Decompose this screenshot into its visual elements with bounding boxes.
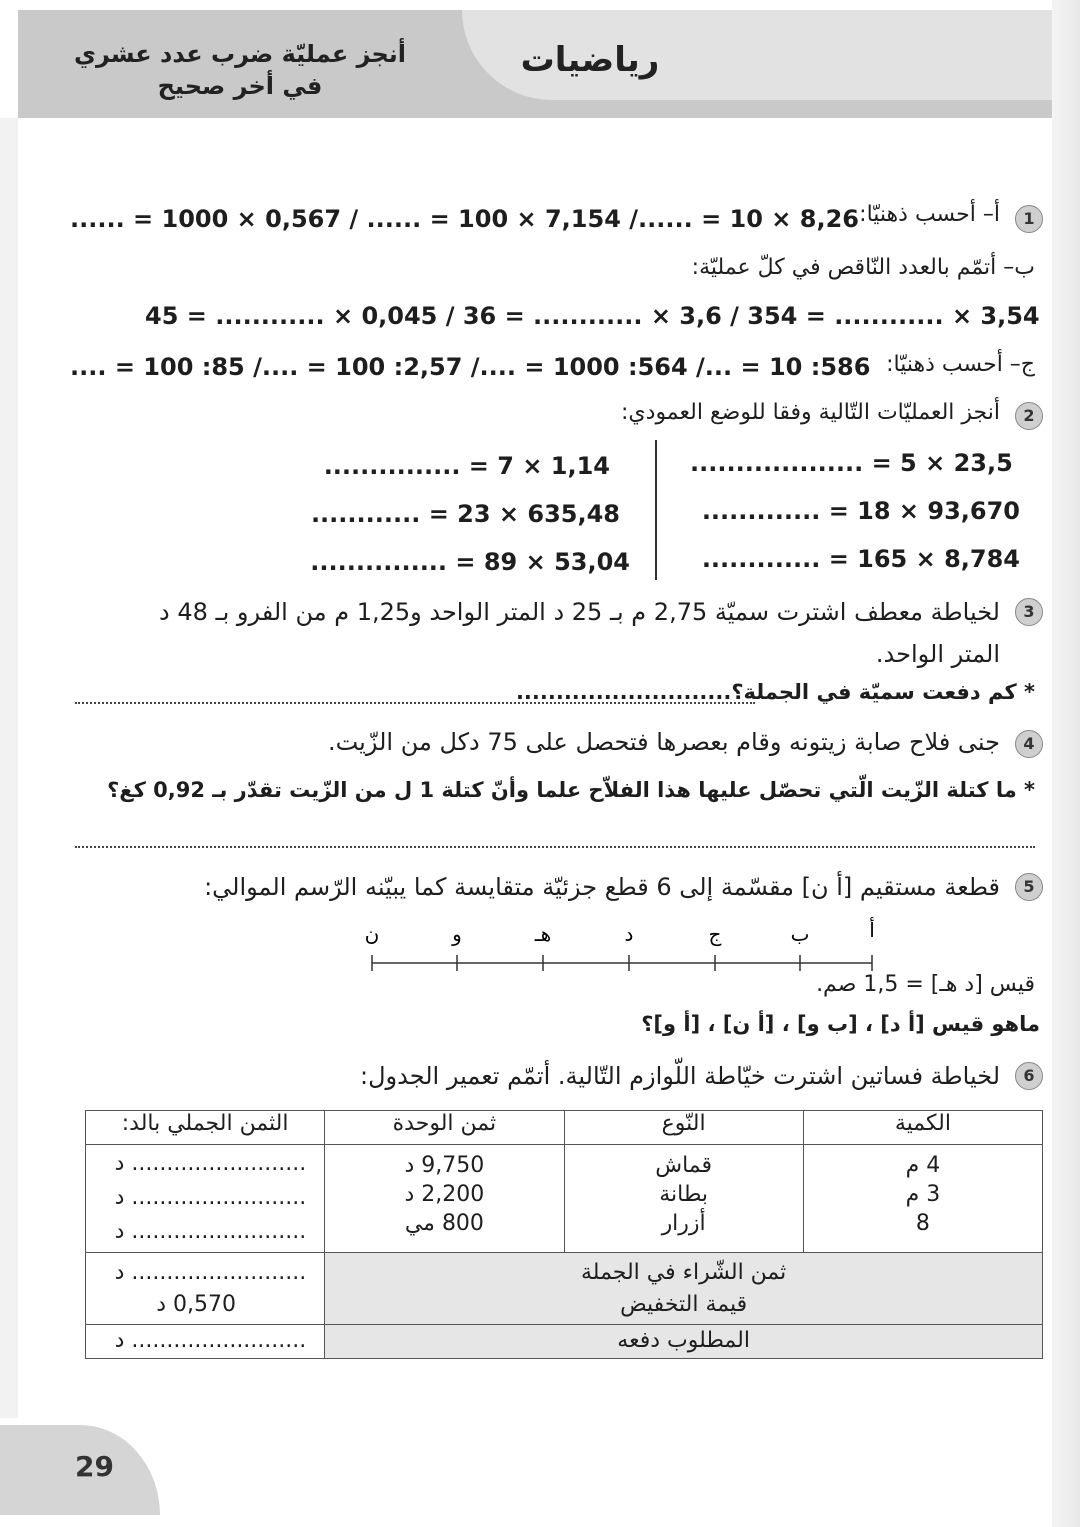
segment-diagram <box>360 915 890 975</box>
ex2-left-1: ............... = 7 × 1,14 <box>323 452 610 480</box>
ex2-left-2: ............ = 23 × 635,48 <box>310 500 620 528</box>
exercise-5-number: 5 <box>1015 873 1043 901</box>
ex6-line1: لخياطة فساتين اشترت خيّاطة اللّوازم التّالية. أتمّم تعمير الجدول: <box>360 1062 1000 1090</box>
ex4-question: * ما كتلة الزّيت الّتي تحصّل عليها هذا الفلاّح علما وأنّ كتلة 1 ل من الزّيت تقدّر بـ 0,92 كغ؟ <box>107 778 1035 802</box>
qty-value: 3 م <box>905 1182 941 1207</box>
ex2-left-3: ............... = 89 × 53,04 <box>310 548 630 576</box>
ex1-b-label: ب– أتمّم بالعدد النّاقص في كلّ عمليّة: <box>691 255 1035 280</box>
summary-total-cell <box>86 1253 325 1325</box>
ex4-answer-line <box>75 846 1035 848</box>
total-value: ......................... د <box>114 1219 307 1244</box>
lesson-title-line2: في أخر صحيح <box>157 72 323 100</box>
exercise-1-number: 1 <box>1015 205 1043 233</box>
subject-title: رياضيات <box>520 40 660 80</box>
header-type: النّوع <box>564 1111 803 1145</box>
due-total-cell: ......................... د <box>86 1325 325 1359</box>
ex2-right-1: ................... = 5 × 23,5 <box>690 449 1013 477</box>
ex2-right-2: ............. = 18 × 93,670 <box>701 497 1020 525</box>
point-label-d: د <box>624 922 634 946</box>
exercise-2-number: 2 <box>1015 402 1043 430</box>
lesson-title <box>70 38 410 102</box>
header-unit-price: ثمن الوحدة <box>325 1111 564 1145</box>
ex4-line1: جنى فلاح صابة زيتونه وقام بعصرها فتحصل على 75 دكل من الزّيت. <box>327 728 1000 756</box>
purchase-table <box>85 1110 1043 1359</box>
summary-label: قيمة التخفيض <box>620 1292 748 1317</box>
table-row <box>86 1145 1043 1253</box>
unit-price-cell <box>325 1145 564 1253</box>
ex1-b-math: 45 = ............ × 0,045 / 36 = ............ × 3,6 / 354 = ............ × 3,54 <box>145 302 1040 330</box>
page-number: 29 <box>75 1450 114 1483</box>
type-value: أزرار <box>661 1211 706 1236</box>
point-label-a: أ <box>869 918 875 942</box>
qty-value: 4 م <box>905 1153 941 1178</box>
ex3-line1: لخياطة معطف اشترت سميّة 2,75 م بـ 25 د المتر الواحد و1,25 م من الفرو بـ 48 د <box>159 598 1000 626</box>
total-cell <box>86 1145 325 1253</box>
summary-labels-cell <box>325 1253 1043 1325</box>
ex2-right-3: ............. = 165 × 8,784 <box>701 545 1020 573</box>
point-label-j: ج <box>708 922 722 946</box>
exercise-4-number: 4 <box>1015 730 1043 758</box>
point-label-h: هـ <box>534 922 552 946</box>
header-total: الثمن الجملي بالد: <box>86 1111 325 1145</box>
ex1-c-math: .... = 100 :85 /.... = 100 :2,57 /.... = 1000 :564 /... = 10 :586 <box>70 353 871 381</box>
due-label-cell: المطلوب دفعه <box>325 1325 1043 1359</box>
ex5-question: ماهو قيس [أ د] ، [ب و] ، [أ ن] ، [أ و]؟ <box>641 1012 1040 1036</box>
qty-cell <box>803 1145 1042 1253</box>
point-label-n: ن <box>364 922 380 946</box>
ex1-a-label: أ– أحسب ذهنيّا: <box>859 202 1000 227</box>
point-label-w: و <box>452 922 462 946</box>
table-header-row <box>86 1111 1043 1145</box>
ex3-question: * كم دفعت سميّة في الجملة؟........................... <box>515 680 1035 704</box>
ex1-c-label: ج– أحسب ذهنيّا: <box>886 352 1035 377</box>
ex3-answer-line <box>75 702 755 704</box>
type-value: قماش <box>655 1153 713 1178</box>
unit-price-value: 9,750 د <box>404 1153 485 1178</box>
unit-price-value: 2,200 د <box>404 1182 485 1207</box>
lesson-title-line1: أنجز عمليّة ضرب عدد عشري <box>73 40 407 68</box>
ex2-label: أنجز العمليّات التّالية وفقا للوضع العمودي: <box>621 400 1000 425</box>
header-qty: الكمية <box>803 1111 1042 1145</box>
qty-value: 8 <box>915 1211 930 1236</box>
total-value: ......................... د <box>114 1151 307 1176</box>
unit-price-value: 800 مي <box>404 1211 484 1236</box>
page-edge <box>1052 0 1080 1527</box>
summary-total: 0,570 د <box>156 1292 237 1317</box>
ex5-line1: قطعة مستقيم [أ ن] مقسّمة إلى 6 قطع جزئيّة متقايسة كما يبيّنه الرّسم الموالي: <box>204 873 1000 901</box>
page-edge-left <box>0 118 18 1418</box>
exercise-3-number: 3 <box>1015 598 1043 626</box>
summary-total: ......................... د <box>114 1260 307 1285</box>
table-row <box>86 1253 1043 1325</box>
exercise-6-number: 6 <box>1015 1062 1043 1090</box>
column-divider <box>655 440 657 580</box>
point-label-b: ب <box>790 922 810 946</box>
summary-label: ثمن الشّراء في الجملة <box>580 1260 787 1285</box>
type-value: بطانة <box>659 1182 709 1207</box>
table-row <box>86 1325 1043 1359</box>
total-value: ......................... د <box>114 1185 307 1210</box>
ex3-line2: المتر الواحد. <box>875 640 1000 668</box>
type-cell <box>564 1145 803 1253</box>
ex5-measure: قيس [د هـ] = 1,5 صم. <box>816 972 1035 997</box>
ex1-a-math: ...... = 1000 × 0,567 / ...... = 100 × 7,154 /...... = 10 × 8,26 <box>70 205 859 233</box>
